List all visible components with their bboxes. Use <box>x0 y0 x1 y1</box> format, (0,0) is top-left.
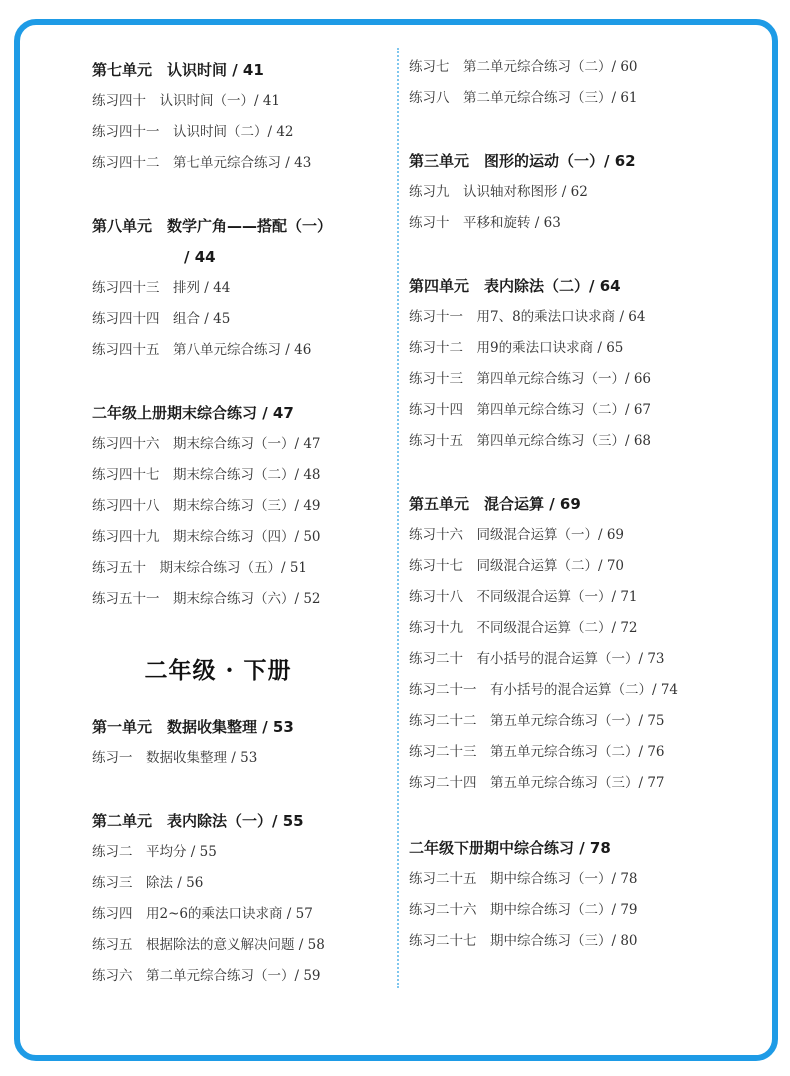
toc-exercise-entry[interactable]: 练习十一 用7、8的乘法口诀求商 / 64 <box>409 309 646 325</box>
toc-exercise-entry[interactable]: 练习十六 同级混合运算（一）/ 69 <box>409 527 625 543</box>
toc-exercise-entry[interactable]: 练习五十 期末综合练习（五）/ 51 <box>92 560 308 576</box>
toc-exercise-entry[interactable]: 练习二十六 期中综合练习（二）/ 79 <box>409 902 638 918</box>
toc-exercise-entry[interactable]: 练习四十八 期末综合练习（三）/ 49 <box>92 498 321 514</box>
toc-exercise-entry[interactable]: 练习十八 不同级混合运算（一）/ 71 <box>409 589 638 605</box>
toc-section-heading[interactable]: 第七单元 认识时间 / 41 <box>92 61 264 79</box>
toc-exercise-entry[interactable]: 练习五 根据除法的意义解决问题 / 58 <box>92 937 325 953</box>
toc-exercise-entry[interactable]: 练习四十二 第七单元综合练习 / 43 <box>92 155 312 171</box>
toc-section-heading[interactable]: 二年级下册期中综合练习 / 78 <box>409 839 611 857</box>
column-divider <box>397 48 399 988</box>
toc-exercise-entry[interactable]: 练习三 除法 / 56 <box>92 875 204 891</box>
toc-exercise-entry[interactable]: 练习十二 用9的乘法口诀求商 / 65 <box>409 340 624 356</box>
toc-section-heading[interactable]: 第八单元 数学广角——搭配（一） <box>92 217 333 235</box>
toc-exercise-entry[interactable]: 练习二十三 第五单元综合练习（二）/ 76 <box>409 744 665 760</box>
toc-exercise-entry[interactable]: 练习十九 不同级混合运算（二）/ 72 <box>409 620 638 636</box>
toc-exercise-entry[interactable]: 练习七 第二单元综合练习（二）/ 60 <box>409 59 638 75</box>
volume-title: 二年级 · 下册 <box>144 657 292 684</box>
toc-exercise-entry[interactable]: 练习六 第二单元综合练习（一）/ 59 <box>92 968 321 984</box>
toc-exercise-entry[interactable]: 练习四十一 认识时间（二）/ 42 <box>92 124 294 140</box>
toc-section-heading[interactable]: 第五单元 混合运算 / 69 <box>409 495 581 513</box>
toc-exercise-entry[interactable]: 练习二十 有小括号的混合运算（一）/ 73 <box>409 651 665 667</box>
toc-exercise-entry[interactable]: 练习五十一 期末综合练习（六）/ 52 <box>92 591 321 607</box>
toc-exercise-entry[interactable]: 练习四十三 排列 / 44 <box>92 280 231 296</box>
toc-exercise-entry[interactable]: 练习九 认识轴对称图形 / 62 <box>409 184 588 200</box>
toc-exercise-entry[interactable]: 练习十三 第四单元综合练习（一）/ 66 <box>409 371 652 387</box>
toc-section-heading-page[interactable]: / 44 <box>184 248 216 266</box>
toc-exercise-entry[interactable]: 练习四十九 期末综合练习（四）/ 50 <box>92 529 321 545</box>
toc-exercise-entry[interactable]: 练习二 平均分 / 55 <box>92 844 217 860</box>
toc-exercise-entry[interactable]: 练习四十六 期末综合练习（一）/ 47 <box>92 436 321 452</box>
toc-exercise-entry[interactable]: 练习二十二 第五单元综合练习（一）/ 75 <box>409 713 665 729</box>
toc-section-heading[interactable]: 第四单元 表内除法（二）/ 64 <box>409 277 621 295</box>
toc-exercise-entry[interactable]: 练习十五 第四单元综合练习（三）/ 68 <box>409 433 652 449</box>
toc-exercise-entry[interactable]: 练习二十一 有小括号的混合运算（二）/ 74 <box>409 682 679 698</box>
toc-exercise-entry[interactable]: 练习十四 第四单元综合练习（二）/ 67 <box>409 402 652 418</box>
toc-exercise-entry[interactable]: 练习二十七 期中综合练习（三）/ 80 <box>409 933 638 949</box>
toc-section-heading[interactable]: 二年级上册期末综合练习 / 47 <box>92 404 294 422</box>
toc-exercise-entry[interactable]: 练习十 平移和旋转 / 63 <box>409 215 561 231</box>
toc-exercise-entry[interactable]: 练习八 第二单元综合练习（三）/ 61 <box>409 90 638 106</box>
toc-section-heading[interactable]: 第二单元 表内除法（一）/ 55 <box>92 812 304 830</box>
toc-exercise-entry[interactable]: 练习二十四 第五单元综合练习（三）/ 77 <box>409 775 665 791</box>
toc-section-heading[interactable]: 第三单元 图形的运动（一）/ 62 <box>409 152 636 170</box>
toc-exercise-entry[interactable]: 练习四 用2~6的乘法口诀求商 / 57 <box>92 906 313 922</box>
toc-exercise-entry[interactable]: 练习四十四 组合 / 45 <box>92 311 231 327</box>
toc-exercise-entry[interactable]: 练习十七 同级混合运算（二）/ 70 <box>409 558 625 574</box>
toc-exercise-entry[interactable]: 练习四十 认识时间（一）/ 41 <box>92 93 281 109</box>
toc-exercise-entry[interactable]: 练习一 数据收集整理 / 53 <box>92 750 258 766</box>
toc-section-heading[interactable]: 第一单元 数据收集整理 / 53 <box>92 718 294 736</box>
toc-exercise-entry[interactable]: 练习四十七 期末综合练习（二）/ 48 <box>92 467 321 483</box>
toc-exercise-entry[interactable]: 练习四十五 第八单元综合练习 / 46 <box>92 342 312 358</box>
toc-exercise-entry[interactable]: 练习二十五 期中综合练习（一）/ 78 <box>409 871 638 887</box>
